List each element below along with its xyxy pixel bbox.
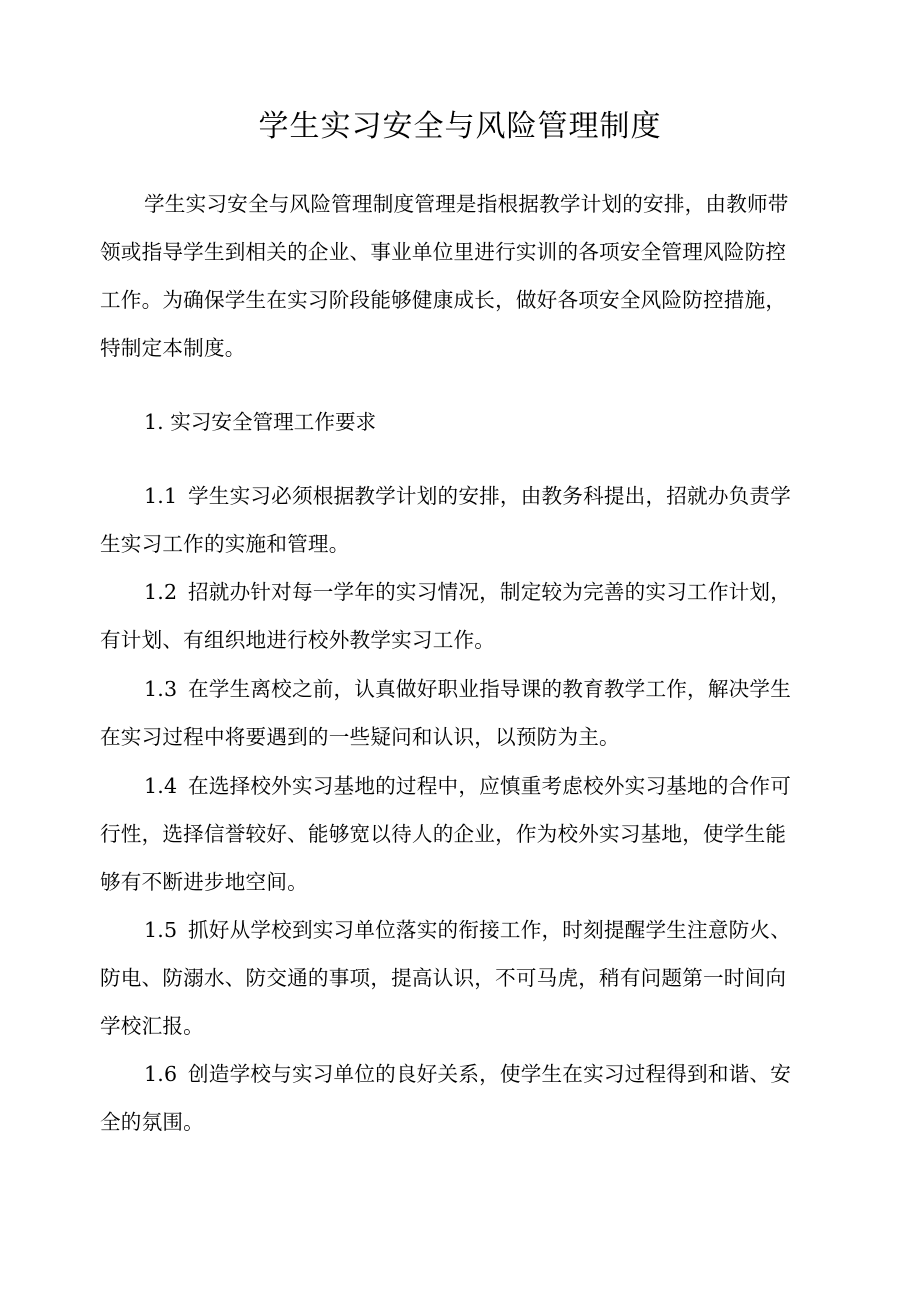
item-text: 创造学校与实习单位的良好关系，使学生在实习过程得到和谐、安 — [188, 1062, 792, 1086]
item-text: 在学生离校之前，认真做好职业指导课的教育教学工作，解决学生 — [188, 677, 792, 701]
item-text: 生实习工作的实施和管理。 — [100, 532, 350, 556]
item-number: 1.2 — [144, 580, 178, 604]
item-text: 抓好从学校到实习单位落实的衔接工作，时刻提醒学生注意防火、 — [188, 918, 792, 942]
intro-line: 领或指导学生到相关的企业、事业单位里进行实训的各项安全管理风险防控 — [100, 240, 787, 264]
policy-item — [100, 906, 824, 1050]
document-title: 学生实习安全与风险管理制度 — [258, 109, 662, 144]
intro-line: 特制定本制度。 — [100, 336, 246, 360]
item-text: 学生实习必须根据教学计划的安排，由教务科提出，招就办负责学 — [188, 484, 792, 508]
policy-item — [100, 472, 824, 568]
item-text: 够有不断进步地空间。 — [100, 870, 308, 894]
item-text: 在实习过程中将要遇到的一些疑问和认识，以预防为主。 — [100, 725, 620, 749]
item-text: 防电、防溺水、防交通的事项，提高认识，不可马虎，稍有问题第一时间向 — [100, 966, 787, 990]
item-number: 1.1 — [144, 484, 178, 508]
item-number: 1.4 — [144, 774, 178, 798]
policy-item — [100, 1050, 824, 1146]
item-text: 有计划、有组织地进行校外教学实习工作。 — [100, 628, 496, 652]
intro-paragraph — [100, 180, 824, 372]
policy-item — [100, 568, 824, 664]
item-text: 招就办针对每一学年的实习情况，制定较为完善的实习工作计划， — [188, 580, 792, 604]
intro-line: 工作。为确保学生在实习阶段能够健康成长，做好各项安全风险防控措施， — [100, 288, 787, 312]
item-number: 1.6 — [144, 1062, 178, 1086]
item-text: 全的氛围。 — [100, 1110, 204, 1134]
item-text: 在选择校外实习基地的过程中，应慎重考虑校外实习基地的合作可 — [188, 774, 792, 798]
policy-item — [100, 665, 824, 761]
section-heading: 1. 实习安全管理工作要求 — [144, 410, 377, 434]
item-text: 行性，选择信誉较好、能够宽以待人的企业，作为校外实习基地，使学生能 — [100, 822, 787, 846]
item-number: 1.5 — [144, 918, 178, 942]
policy-item — [100, 762, 824, 906]
item-number: 1.3 — [144, 677, 178, 701]
item-text: 学校汇报。 — [100, 1014, 204, 1038]
intro-line: 学生实习安全与风险管理制度管理是指根据教学计划的安排，由教师带 — [144, 192, 789, 216]
